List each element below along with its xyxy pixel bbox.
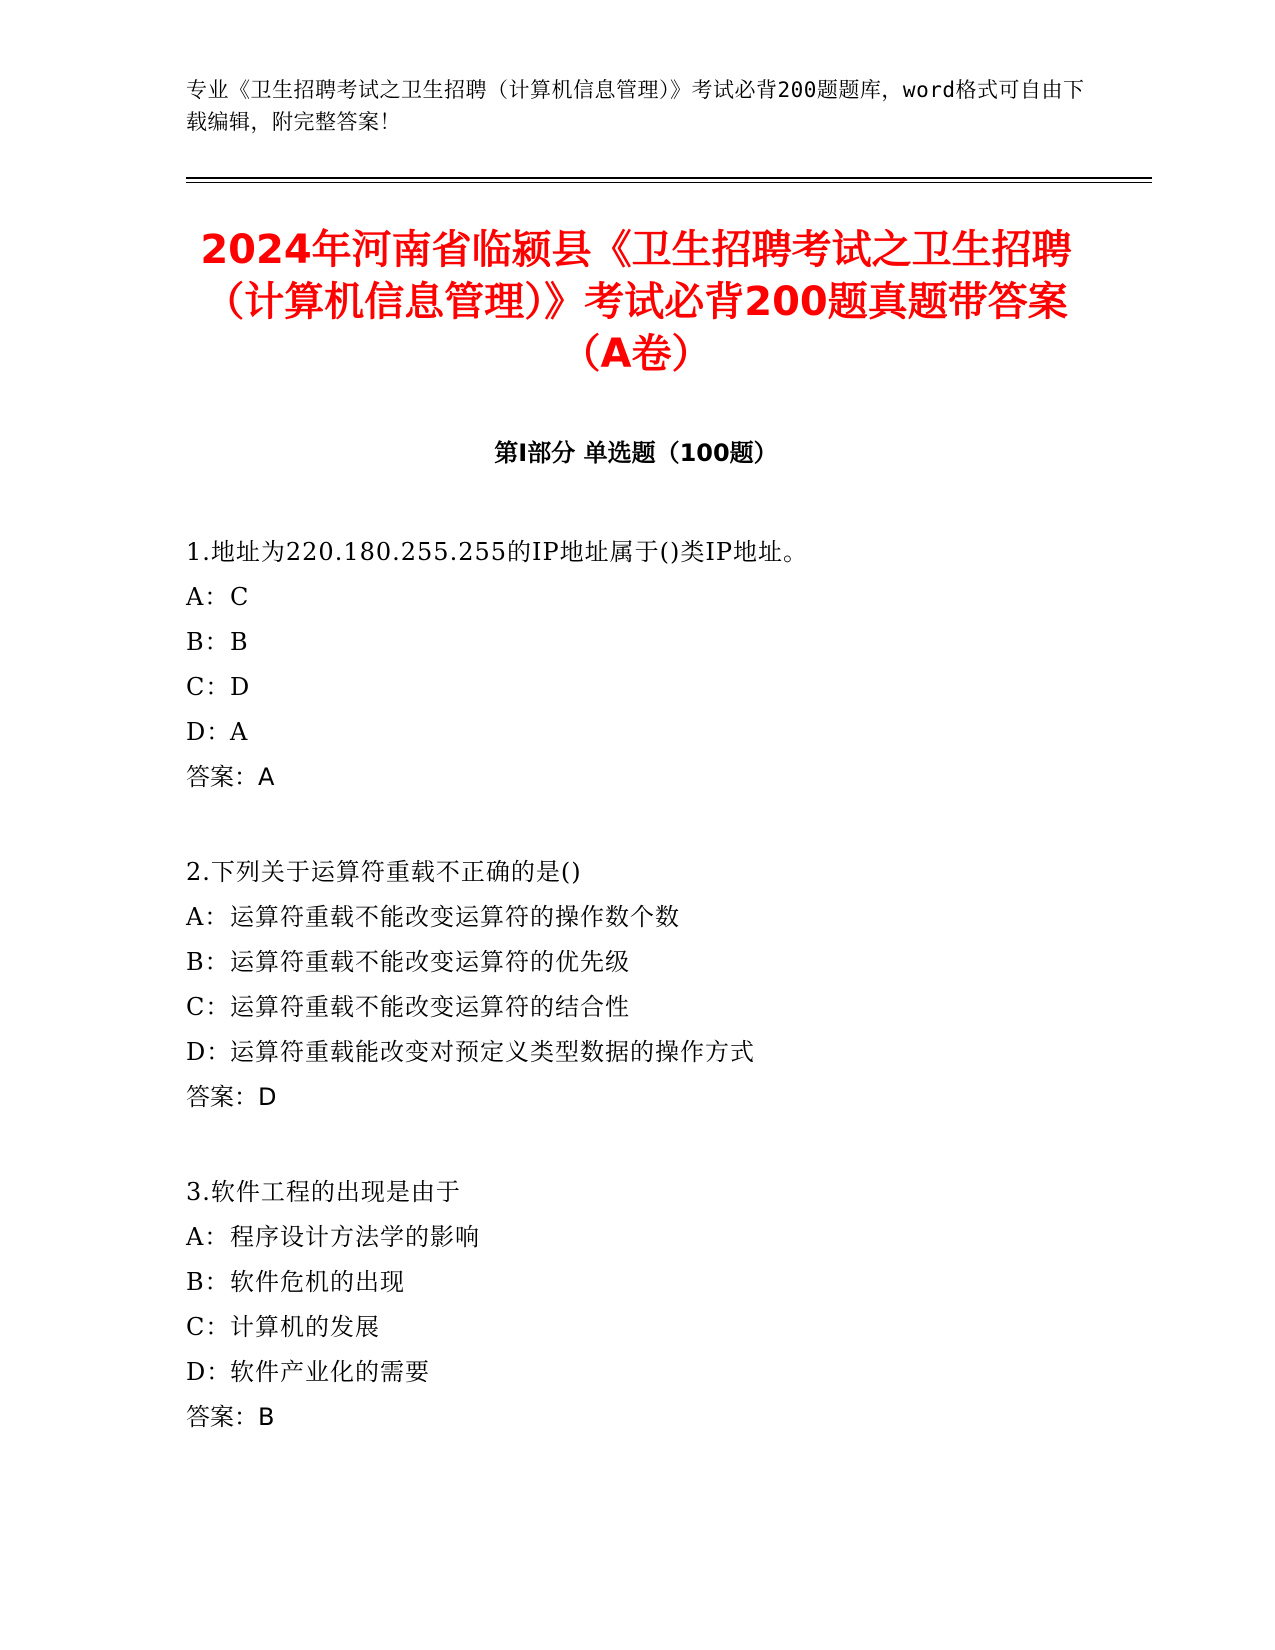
option-c (186, 1305, 1152, 1350)
option-letter: A： (186, 583, 230, 611)
option-text: 运算符重载能改变对预定义类型数据的操作方式 (230, 1038, 755, 1066)
option-letter: B： (186, 948, 230, 976)
option-a (186, 1215, 1152, 1260)
option-text: 软件产业化的需要 (230, 1358, 430, 1386)
option-text: 软件危机的出现 (230, 1268, 405, 1296)
option-a (186, 895, 1152, 940)
answer-line: 答案：D (186, 1083, 277, 1111)
option-b (186, 1260, 1152, 1305)
question-block (186, 850, 1152, 1120)
question-stem: 2.下列关于运算符重载不正确的是() (186, 858, 582, 886)
header-divider-thin (186, 182, 1152, 183)
option-letter: C： (186, 673, 231, 701)
option-text: 运算符重载不能改变运算符的优先级 (230, 948, 630, 976)
option-letter: D： (186, 718, 232, 746)
answer-line: 答案：A (186, 763, 275, 791)
option-letter: A： (186, 903, 230, 931)
answer-line: 答案：B (186, 1403, 275, 1431)
option-letter: C： (186, 1313, 231, 1341)
header-note: 专业《卫生招聘考试之卫生招聘（计算机信息管理）》考试必背200题题库，word格式可自由下载编辑，附完整答案！ (186, 78, 1085, 134)
question-block (186, 1170, 1152, 1440)
option-text: C (230, 583, 250, 611)
option-b (186, 620, 1152, 665)
option-text: 运算符重载不能改变运算符的操作数个数 (230, 903, 680, 931)
option-text: 程序设计方法学的影响 (230, 1223, 480, 1251)
option-d (186, 1350, 1152, 1395)
option-d (186, 1030, 1152, 1075)
option-text: 计算机的发展 (230, 1313, 380, 1341)
section-heading: 第I部分 单选题（100题） (494, 439, 778, 467)
question-block (186, 530, 1152, 800)
option-letter: D： (186, 1358, 232, 1386)
option-letter: B： (186, 628, 230, 656)
option-text: 运算符重载不能改变运算符的结合性 (230, 993, 630, 1021)
option-letter: C： (186, 993, 231, 1021)
header-divider-thick (186, 177, 1152, 179)
question-stem: 1.地址为220.180.255.255的IP地址属于()类IP地址。 (186, 538, 809, 566)
option-letter: A： (186, 1223, 230, 1251)
option-d (186, 710, 1152, 755)
question-stem: 3.软件工程的出现是由于 (186, 1178, 461, 1206)
option-a (186, 575, 1152, 620)
option-c (186, 665, 1152, 710)
option-b (186, 940, 1152, 985)
option-c (186, 985, 1152, 1030)
option-text: D (230, 673, 251, 701)
option-text: A (230, 718, 249, 746)
option-text: B (230, 628, 249, 656)
option-letter: D： (186, 1038, 232, 1066)
option-letter: B： (186, 1268, 230, 1296)
document-title: 2024年河南省临颍县《卫生招聘考试之卫生招聘（计算机信息管理）》考试必背200题真题带答案（A卷） (200, 227, 1072, 377)
